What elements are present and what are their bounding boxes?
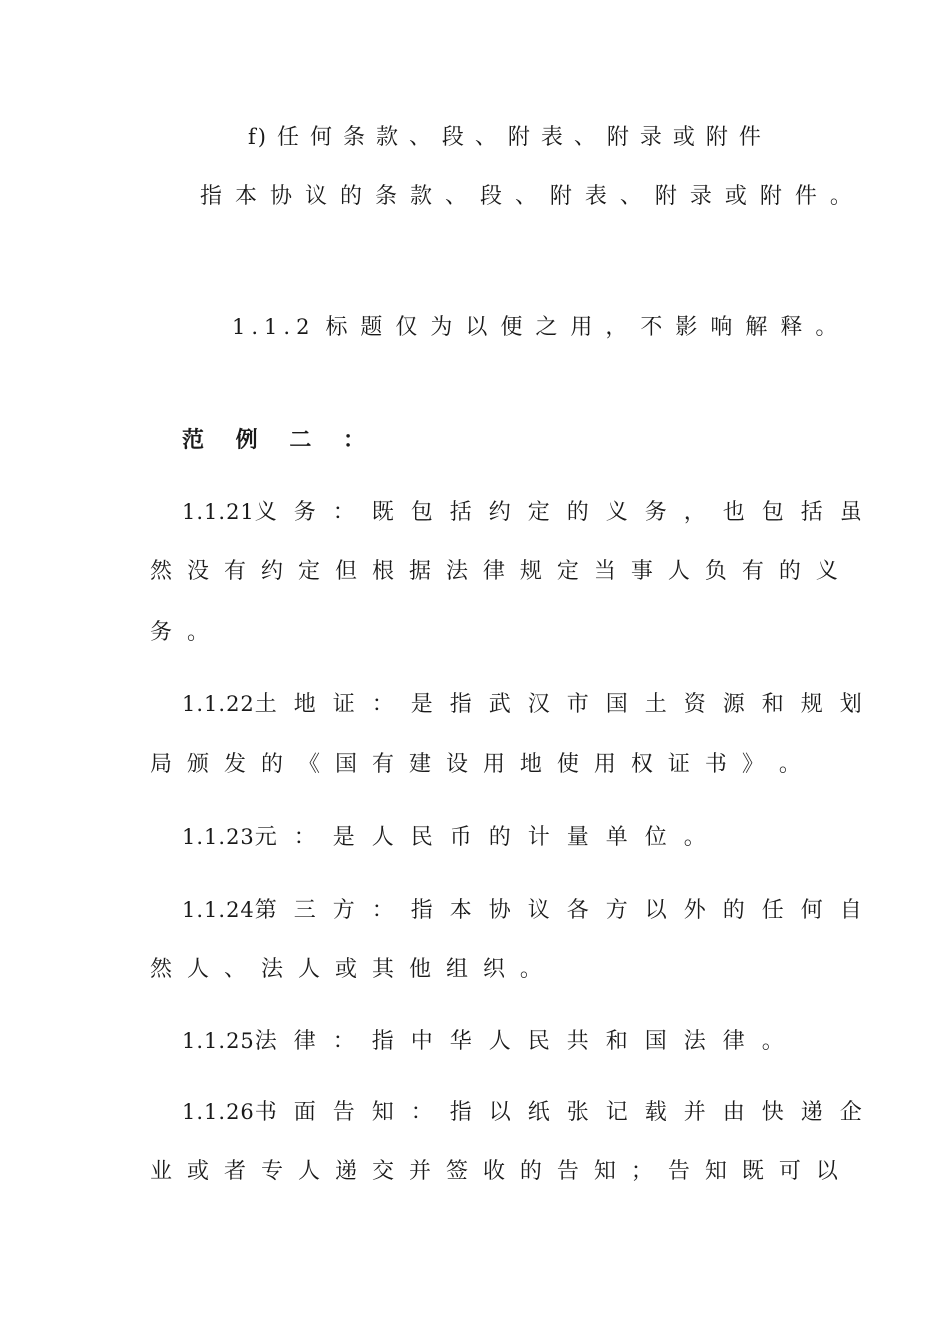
- clause-text: 第 三 方 ： 指 本 协 议 各 方 以 外 的 任 何 自: [254, 898, 867, 923]
- clause-text: 义 务 ： 既 包 括 约 定 的 义 务 ， 也 包 括 虽: [254, 500, 867, 525]
- clause-text: 局 颁 发 的 《 国 有 建 设 用 地 使 用 权 证 书 》 。: [150, 752, 805, 777]
- clause-text: 指 本 协 议 的 条 款 、 段 、 附 表 、 附 录 或 附 件 。: [200, 184, 855, 209]
- clause-number: 1.1.25: [182, 1029, 255, 1053]
- clause-1-1-21-line-1: [182, 497, 867, 528]
- clause-number: 1.1.23: [182, 825, 255, 849]
- clause-number: 1.1.2: [232, 315, 316, 339]
- section-heading: [182, 425, 377, 455]
- clause-text: 标 题 仅 为 以 便 之 用 ， 不 影 响 解 释 。: [325, 315, 841, 340]
- clause-1-1-25: [182, 1026, 789, 1057]
- clause-1-1-21-line-3: [150, 618, 213, 648]
- clause-1-1-26-line-1: [182, 1097, 867, 1128]
- clause-text: 然 没 有 约 定 但 根 据 法 律 规 定 当 事 人 负 有 的 义: [150, 559, 842, 584]
- clause-1-1-22-line-1: [182, 689, 867, 720]
- clause-text: 法 律 ： 指 中 华 人 民 共 和 国 法 律 。: [254, 1029, 789, 1054]
- clause-number: f): [248, 125, 268, 149]
- clause-1-1-26-line-2: [150, 1157, 842, 1187]
- clause-text: 务 。: [150, 620, 213, 645]
- clause-number: 1.1.26: [182, 1100, 255, 1124]
- clause-text: 任 何 条 款 、 段 、 附 表 、 附 录 或 附 件: [276, 125, 763, 150]
- clause-text: 然 人 、 法 人 或 其 他 组 织 。: [150, 957, 546, 982]
- clause-1-1-23: [182, 822, 711, 853]
- clause-number: 1.1.22: [182, 692, 255, 716]
- clause-f-line-1: [248, 122, 763, 153]
- clause-1-1-24-line-1: [182, 895, 867, 926]
- clause-text: 土 地 证 ： 是 指 武 汉 市 国 土 资 源 和 规 划: [254, 692, 867, 717]
- clause-text: 元 ： 是 人 民 币 的 计 量 单 位 。: [254, 825, 711, 850]
- clause-1-1-2: [232, 312, 840, 343]
- clause-text: 业 或 者 专 人 递 交 并 签 收 的 告 知 ； 告 知 既 可 以: [150, 1159, 842, 1184]
- clause-text: 书 面 告 知 ： 指 以 纸 张 记 载 并 由 快 递 企: [254, 1100, 867, 1125]
- clause-f-line-2: [200, 182, 855, 212]
- heading-text: 范 例 二 ：: [182, 427, 377, 453]
- clause-number: 1.1.21: [182, 500, 255, 524]
- clause-number: 1.1.24: [182, 898, 255, 922]
- clause-1-1-24-line-2: [150, 955, 546, 985]
- clause-1-1-21-line-2: [150, 557, 842, 587]
- clause-1-1-22-line-2: [150, 750, 805, 780]
